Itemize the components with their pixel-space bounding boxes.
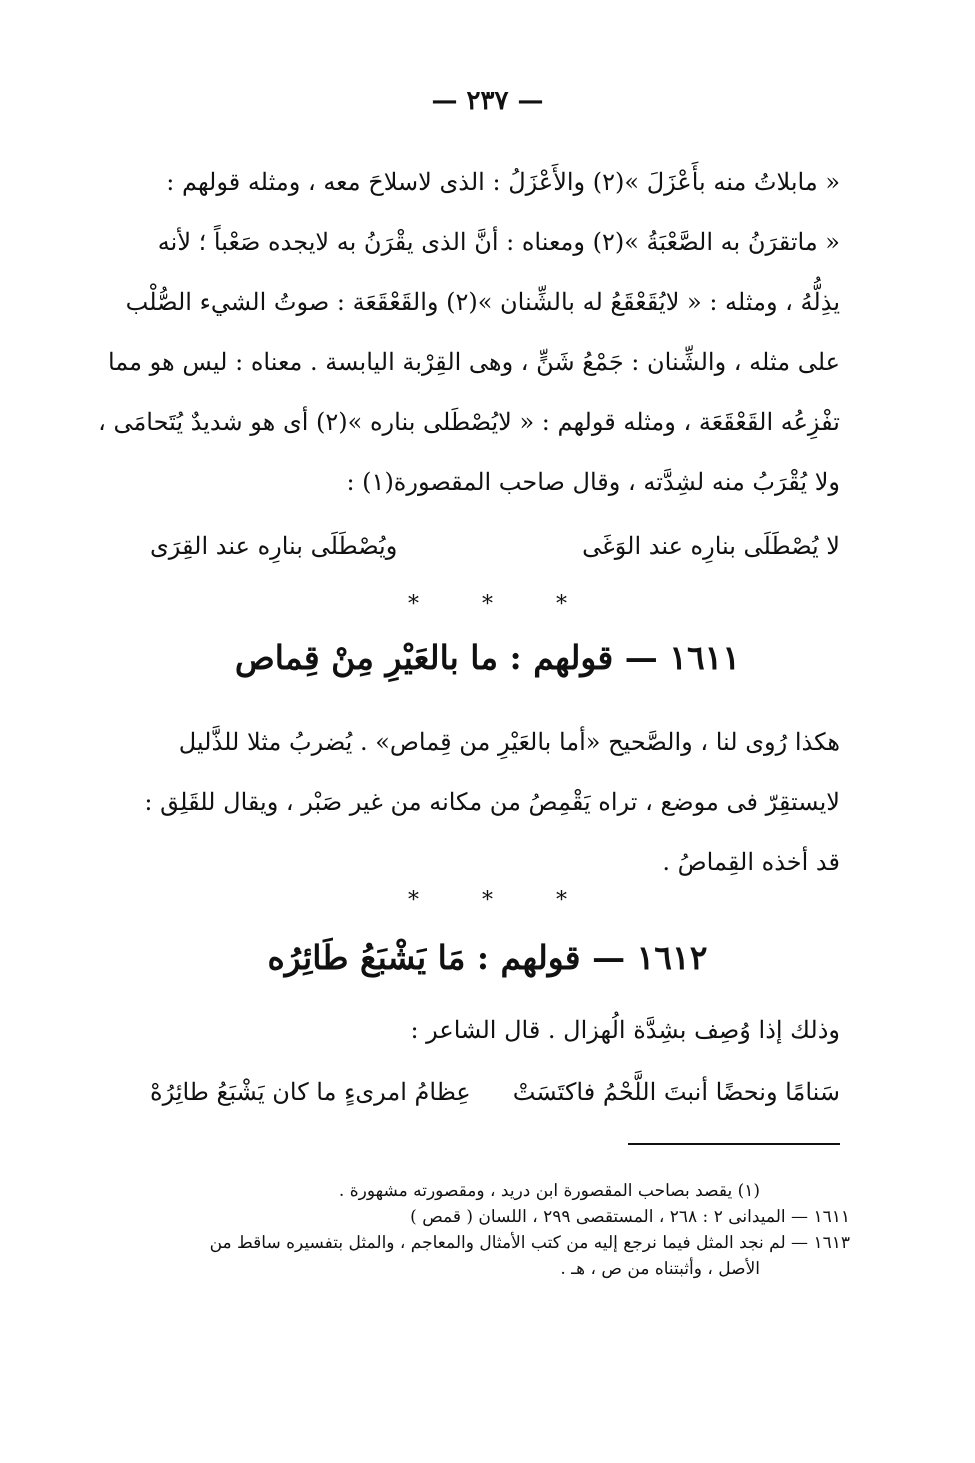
entry-previous-text [98,152,840,512]
footnotes [150,1178,850,1282]
verse-second-hemistich: عِظامُ امرىءٍ ما كان يَشْبَعُ طائِرُهْ [150,1078,471,1106]
footnote-line: ١٦١١ — الميدانى ٢ : ٢٦٨ ، المستقصى ٢٩٩ ، اللسان ( قمص ) [410,1207,850,1227]
verse-second-hemistich: ويُصْطَلَى بنارِه عند القِرَى [150,532,398,560]
entry-1612-text [150,1000,840,1060]
entry-1611-text [144,712,840,892]
verse-line [150,532,840,560]
text-line: وذلك إذا وُصِف بشِدَّة الُهزال . قال الشاعر : [410,1016,840,1044]
text-line: يذِلُّهُ ، ومثله : « لايُقَعْقَعُ له بالشِّنان »(٢) والقَعْقَعَة : صوتُ الشيء الصُّلْب [125,288,840,316]
footnote-divider [628,1143,840,1145]
verse-line [150,1078,840,1106]
section-separator: * * * [408,888,595,913]
text-line: « مابلاتُ منه بأَعْزَلَ »(٢) والأَعْزَلُ : الذى لاسلاحَ معه ، ومثله قولهم : [166,168,840,196]
text-line: هكذا رُوى لنا ، والصَّحيح «أما بالعَيْرِ من قِماص» . يُضربُ مثلا للذَّليل [178,728,840,756]
page-number: — ٢٣٧ — [431,86,544,116]
text-line: « ماتقرَنُ به الصَّعْبَةُ »(٢) ومعناه : أنَّ الذى يقْرَنُ به لايجده صَعْباً ؛ لأنه [157,228,840,256]
footnote-line: (١) يقصد بصاحب المقصورة ابن دريد ، ومقصورته مشهورة . [338,1181,760,1201]
section-separator: * * * [408,592,595,617]
text-line: تفْزِعُه القَعْقَعَة ، ومثله قولهم : « لايُصْطَلى بناره »(٢) أى هو شديدٌ يُتَحامَى ، [98,408,840,436]
verse-first-hemistich: لا يُصْطَلَى بنارِه عند الوَغَى [582,532,840,560]
verse-first-hemistich: سَنامًا ونحضًا أنبتَ اللَّحْمُ فاكتَسَتْ [512,1078,840,1106]
text-line: قد أخذه القِماصُ . [662,848,840,876]
text-line: لايستقِرّ فى موضع ، تراه يَقْمِصُ من مكانه من غير صَبْر ، ويقال للقَلِق : [144,788,840,816]
entry-heading-1611: ١٦١١ — قولهم : ما بالعَيْرِ مِنْ قِماص [234,638,741,677]
entry-heading-1612: ١٦١٢ — قولهم : مَا يَشْبَعُ طَائِرُه [267,938,708,977]
footnote-line: الأصل ، وأثبتناه من ص ، هـ . [560,1259,760,1279]
footnote-line: ١٦١٣ — لم نجد المثل فيما نرجع إليه من كتب الأمثال والمعاجم ، والمثل بتفسيره ساقط من [209,1233,850,1253]
text-line: على مثله ، والشِّنان : جَمْعُ شَنٍّ ، وهى القِرْبة اليابسة . معناه : ليس هو مما [107,348,840,376]
text-line: ولا يُقْرَبُ منه لشِدَّته ، وقال صاحب المقصورة(١) : [346,468,840,496]
